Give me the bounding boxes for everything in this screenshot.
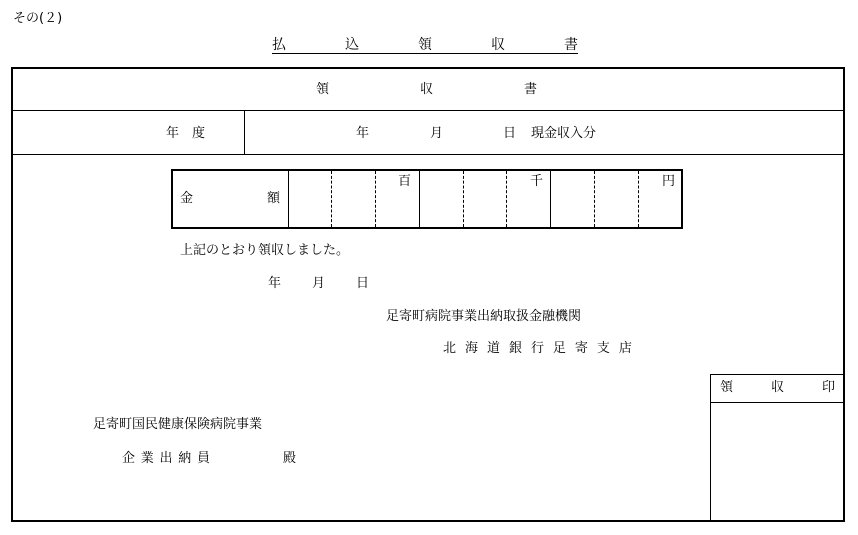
receipt-day-label: 日 — [356, 276, 370, 291]
character: 払 — [272, 37, 286, 53]
received-statement: 上記のとおり領収しました。 — [180, 243, 350, 258]
unit-hundred: 百 — [398, 174, 412, 189]
character: 道 — [486, 341, 500, 356]
character: 込 — [345, 37, 359, 53]
character: 収 — [419, 82, 433, 97]
character: 企 — [122, 451, 136, 466]
character: 足 — [552, 341, 566, 356]
digit-divider — [375, 171, 376, 227]
row-divider — [12, 110, 844, 111]
amount-box — [171, 169, 683, 229]
page-label: その(２) — [13, 11, 63, 26]
fiscal-year-label: 年 度 — [166, 126, 206, 141]
character: 店 — [618, 341, 632, 356]
character: 銀 — [508, 341, 522, 356]
date-year-label: 年 — [356, 126, 370, 141]
digit-divider — [594, 171, 595, 227]
form-heading — [316, 83, 537, 96]
digit-divider — [463, 171, 464, 227]
digit-divider — [506, 171, 507, 227]
stamp-header-divider — [710, 402, 844, 403]
digit-group-divider — [550, 171, 551, 227]
character: 収 — [491, 37, 505, 53]
addressee-role — [122, 452, 210, 465]
document-title — [272, 38, 578, 54]
character: 出 — [159, 451, 173, 466]
character: 納 — [178, 451, 192, 466]
agent-title: 足寄町病院事業出納取扱金融機関 — [386, 309, 582, 324]
character: 書 — [523, 82, 537, 97]
bank-name — [443, 342, 632, 355]
character: 行 — [530, 341, 544, 356]
date-month-label: 月 — [430, 126, 444, 141]
row-divider — [12, 154, 844, 155]
amount-label-gaku: 額 — [267, 191, 281, 206]
character: 海 — [464, 341, 478, 356]
character: 北 — [443, 341, 457, 356]
entry-type-label: 現金収入分 — [531, 126, 597, 141]
addressee-org: 足寄町国民健康保険病院事業 — [93, 417, 263, 432]
character: 支 — [596, 341, 610, 356]
stamp-label-2: 収 — [771, 380, 785, 395]
receipt-month-label: 月 — [312, 276, 326, 291]
unit-thousand: 千 — [530, 174, 544, 189]
character: 寄 — [574, 341, 588, 356]
digit-divider — [331, 171, 332, 227]
receipt-year-label: 年 — [268, 276, 282, 291]
character: 領 — [418, 37, 432, 53]
character: 書 — [564, 37, 578, 53]
digit-divider — [638, 171, 639, 227]
honorific: 殿 — [283, 451, 297, 466]
unit-yen: 円 — [662, 174, 676, 189]
date-day-label: 日 — [503, 126, 517, 141]
stamp-label-1: 領 — [720, 380, 734, 395]
character: 員 — [196, 451, 210, 466]
column-divider — [244, 111, 245, 154]
amount-label-divider — [288, 171, 289, 227]
stamp-box-top — [710, 374, 844, 375]
amount-label-kin: 金 — [180, 191, 194, 206]
stamp-box-left — [710, 374, 711, 521]
character: 領 — [316, 82, 330, 97]
stamp-label-3: 印 — [822, 380, 836, 395]
digit-group-divider — [419, 171, 420, 227]
character: 業 — [140, 451, 154, 466]
